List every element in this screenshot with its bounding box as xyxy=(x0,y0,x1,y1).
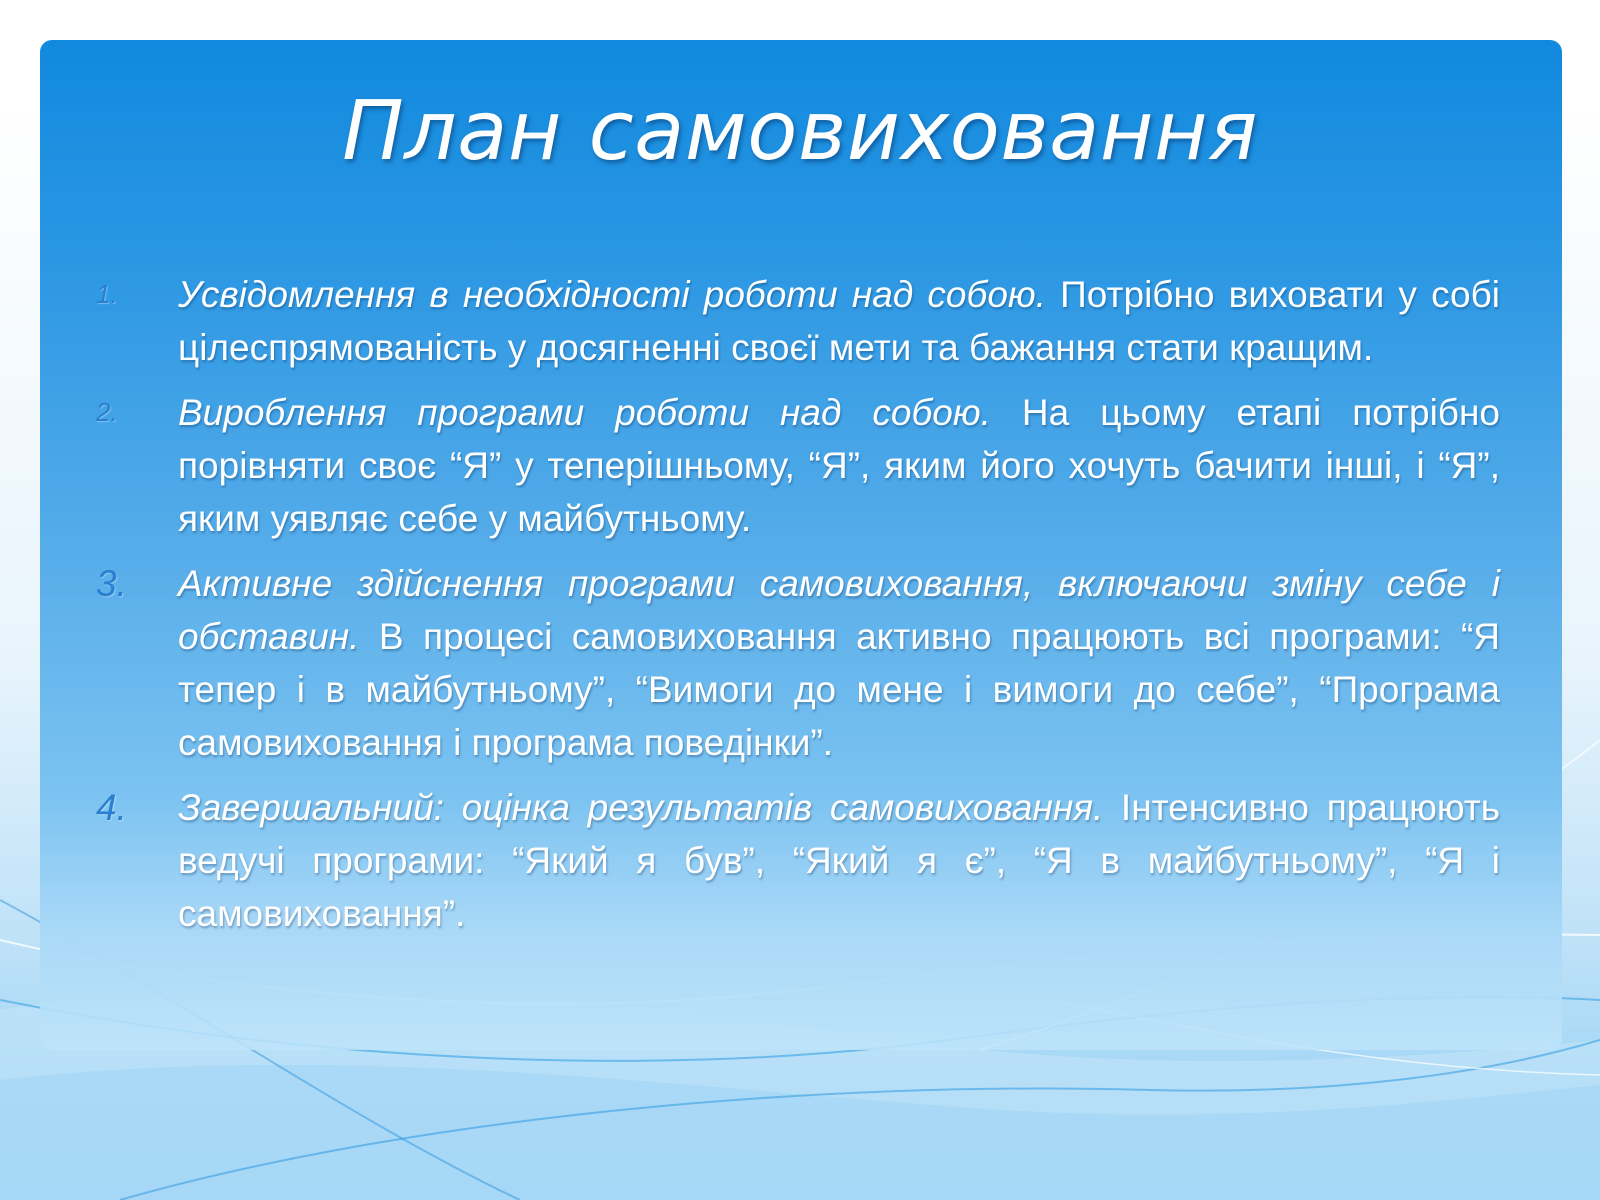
item-text: На цьому етапі потрібно порівняти своє “Я” у теперішньому, “Я”, яким його хочуть бачити інші, і “Я”, яким уявляє себе у майбутньому. xyxy=(178,392,1500,539)
plan-list xyxy=(96,268,1500,952)
item-number: 2. xyxy=(96,397,118,427)
item-text: Інтенсивно працюють ведучі програми: “Який я був”, “Який я є”, “Я в майбутньому”, “Я і самовиховання”. xyxy=(178,787,1500,934)
item-text: Потрібно виховати у собі цілеспрямованість у досягненні своєї мети та бажання стати кращим. xyxy=(178,274,1501,368)
item-lead: Усвідомлення в необхідності роботи над собою. xyxy=(178,274,1047,315)
item-text: В процесі самовиховання активно працюють всі програми: “Я тепер і в майбутньому”, “Вимоги до мене і вимоги до себе”, “Програма самовиховання і програма поведінки”. xyxy=(178,616,1500,763)
list-item xyxy=(96,557,1500,769)
list-item xyxy=(96,268,1500,374)
slide-title: План самовиховання xyxy=(342,84,1258,179)
item-number: 3. xyxy=(96,563,127,604)
item-number: 1. xyxy=(96,279,118,309)
item-lead: Вироблення програми роботи над собою. xyxy=(178,392,991,433)
list-item xyxy=(96,781,1500,940)
item-lead: Завершальний: оцінка результатів самовиховання. xyxy=(178,787,1104,828)
item-lead: Активне здійснення програми самовиховання, включаючи зміну себе і обставин. xyxy=(178,563,1500,657)
item-number: 4. xyxy=(96,787,127,828)
list-item xyxy=(96,386,1500,545)
